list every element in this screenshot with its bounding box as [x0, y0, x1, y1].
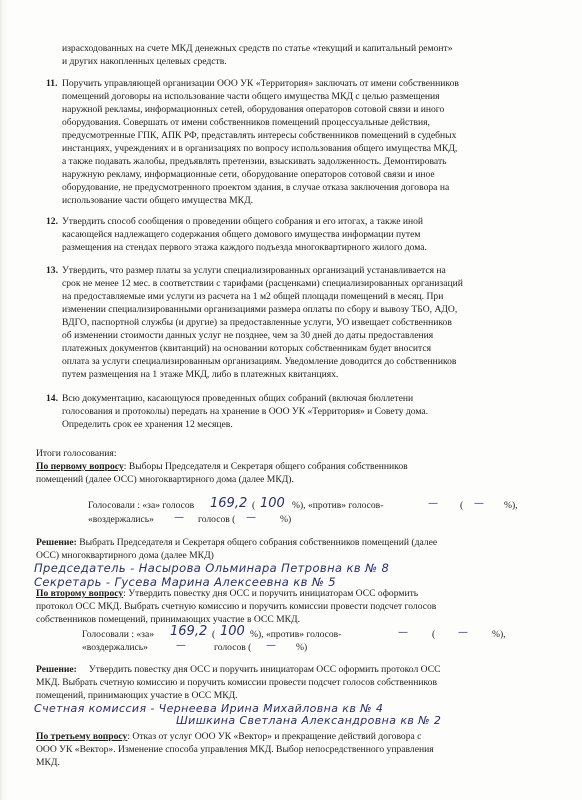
- intro-line: израсходованных на счете МКД денежных средств по статье «текущий и капитальный ремонт»: [62, 43, 453, 54]
- item-line: оборудование, не предусмотренного проектом здания, в случае отказа заключения договора на: [62, 182, 450, 193]
- item-line: использование части общего имущества МКД.: [62, 195, 254, 206]
- q2-against-percent: —: [458, 627, 468, 638]
- q1-abstain-text: голосов (: [198, 514, 236, 525]
- q2-handwritten-line: Счетная комиссия - Чернеева Ирина Михайловна кв № 4: [34, 702, 384, 715]
- item-line: оборудования. Совершать от имени собственников помещений процессуальные действия,: [62, 117, 430, 128]
- q2-for-count: 169,2: [170, 624, 208, 639]
- paren: (: [212, 629, 216, 640]
- question-1-heading: [36, 461, 408, 474]
- question-3-text: : Отказ от услуг ООО УК «Вектор» и прекращение действий договора с: [127, 731, 422, 742]
- percent-close: %),: [504, 500, 518, 511]
- question-2-label: По второму вопросу: [36, 588, 124, 599]
- item-line: Утвердить, что размер платы за услуги специализированных организаций устанавливается на: [62, 265, 446, 276]
- item-line: платежных документов (квитанций) на основании которых собственникам будет вносится: [62, 343, 432, 354]
- results-title: Итоги голосования:: [36, 448, 117, 459]
- q1-decision: [36, 537, 437, 550]
- question-1-text: : Выборы Председателя и Секретаря общего собрания собственников: [123, 461, 408, 472]
- question-2-heading: [36, 588, 418, 601]
- q2-abstain-percent: —: [266, 640, 276, 651]
- item-line: Поручить управляющей организации ООО УК «Территория» заключать от имени собственников: [62, 78, 459, 89]
- question-3-text-line: МКД.: [36, 757, 60, 768]
- q2-decision-text: Утвердить повестку дня ОСС и поручить инициаторам ОСС оформить протокол ОСС: [88, 664, 441, 675]
- item-line: Всю документацию, касающуюся проведенных общих собраний (включая бюллетени: [62, 393, 414, 404]
- item-line: наружную рекламу, информационные сети, оборудование операторов сотовой связи и иное: [62, 169, 435, 180]
- q1-decision-line: ОСС) многоквартирного дома (далее МКД): [36, 550, 214, 561]
- q2-votes-label: Голосовали : «за»: [82, 629, 155, 640]
- question-3-text-line: ООО УК «Вектор». Изменение способа управления МКД. Выбор непосредственного управления: [36, 744, 434, 755]
- question-1-text-line: помещений (далее ОСС) многоквартирного дома (далее МКД).: [36, 474, 294, 485]
- paren: (: [252, 500, 256, 511]
- q2-abstain-label: «воздержались»: [82, 642, 148, 653]
- q1-handwritten-line: Председатель - Насырова Ольминара Петровна кв № 8: [34, 561, 390, 575]
- q1-abstain-percent: —: [246, 512, 256, 523]
- q1-votes-label: Голосовали : «за» голосов: [88, 500, 195, 511]
- q2-decision-line: помещений, принимающих участие в ОСС МКД.: [36, 690, 238, 701]
- item-number: 13.: [46, 265, 58, 276]
- item-number: 12.: [46, 216, 58, 227]
- q2-handwritten-line: Шишкина Светлана Александровна кв № 2: [176, 714, 442, 727]
- q1-decision-label: Решение:: [36, 537, 77, 548]
- q2-abstain-close: %): [296, 642, 308, 653]
- percent-close: %),: [492, 629, 506, 640]
- q1-against-percent: —: [474, 498, 484, 509]
- item-line: Определить срок ее хранения 12 месяцев.: [62, 419, 233, 430]
- item-line: инстанциях, учреждениях и в организациях по вопросу использования общего имущества МКД,: [62, 143, 458, 154]
- item-line: путем размещения на 1 этаже МКД, либо в платежных квитанциях.: [62, 369, 339, 380]
- q2-for-percent: 100: [220, 624, 245, 639]
- item-line: голосования и протоколы) передать на хранение в ООО УК «Территория» и Совету дома.: [62, 406, 429, 417]
- question-3-label: По третьему вопросу: [36, 731, 128, 742]
- intro-line: и других накопленных целевых средств.: [62, 56, 227, 67]
- q2-abstain-count: —: [176, 640, 186, 651]
- item-number: 14.: [46, 393, 58, 404]
- q2-abstain-text: голосов (: [214, 642, 252, 653]
- q1-against-label: %), «против» голосов-: [292, 500, 384, 511]
- item-number: 11.: [46, 78, 58, 89]
- q2-against-count: —: [398, 627, 408, 638]
- q1-decision-text: Выбрать Председателя и Секретаря общего собрания собственников помещений (далее: [79, 537, 438, 548]
- item-line: размещения на стендах первого этажа каждого подъезда многоквартирного жилого дома.: [62, 242, 427, 253]
- question-2-text-line: протокол ОСС МКД. Выбрать счетную комиссию и поручить комиссии провести подсчет голосов: [36, 601, 437, 612]
- item-line: срок не менее 12 мес. в соответствии с тарифами (расценками) специализированных организаций: [62, 278, 463, 289]
- paren: (: [432, 629, 436, 640]
- item-line: ВДГО, паспортной службы (и другие) за предоставленные услуги, УО извещает собственников: [62, 317, 452, 328]
- q1-abstain-close: %): [280, 514, 292, 525]
- q1-against-count: —: [428, 498, 438, 509]
- q1-for-percent: 100: [260, 496, 285, 511]
- question-2-text: : Утвердить повестку дня ОСС и поручить инициаторам ОСС оформить: [123, 588, 419, 599]
- paren: (: [460, 500, 464, 511]
- question-2-text-line: собственников помещений, принимающих участие в ОСС МКД.: [36, 614, 300, 625]
- q1-abstain-count: —: [174, 512, 184, 523]
- item-line: а также подавать жалобы, предъявлять претензии, взыскивать задолженность. Демонтировать: [62, 156, 447, 167]
- q2-decision-line: МКД. Выбрать счетную комиссию и поручить комиссии провести подсчет голосов собственников: [36, 677, 438, 688]
- item-line: Утвердить способ сообщения о проведении общего собрания и его итогах, а также иной: [62, 216, 424, 227]
- item-line: наружной рекламы, информационных сетей, оборудования операторов сотовой связи и иного: [62, 104, 445, 115]
- item-line: касающейся надлежащего содержания общего домового имущества информации путем: [62, 229, 421, 240]
- q1-for-count: 169,2: [210, 496, 248, 511]
- item-line: помещений договоры на использование части общего имущества МКД с целью размещения: [62, 91, 440, 102]
- item-line: оплата за услуги специализированным организациям. Уведомление доводится до собственников: [62, 356, 457, 367]
- item-line: об изменении стоимости данных услуг не позднее, чем за 30 дней до даты предоставления: [62, 330, 434, 341]
- item-line: изменении специализированными организациями размера оплаты по сбору и вывозу ТБО, АДО,: [62, 304, 458, 315]
- q1-handwritten-line: Секретарь - Гусева Марина Алексеевна кв № 5: [34, 575, 336, 589]
- item-line: предусмотренные ГПК, АПК РФ, представлять интересы собственников помещений в судебных: [62, 130, 457, 141]
- question-3-heading: [36, 731, 421, 744]
- q1-abstain-label: «воздержались»: [88, 514, 154, 525]
- q2-against-label: %), «против» голосов-: [250, 629, 342, 640]
- q2-decision-label: Решение:: [36, 664, 77, 675]
- q2-decision: [36, 664, 441, 677]
- question-1-label: По первому вопросу: [36, 461, 124, 472]
- item-line: на предоставляемые ими услуги из расчета на 1 м2 общей площади помещений в месяц. При: [62, 291, 444, 302]
